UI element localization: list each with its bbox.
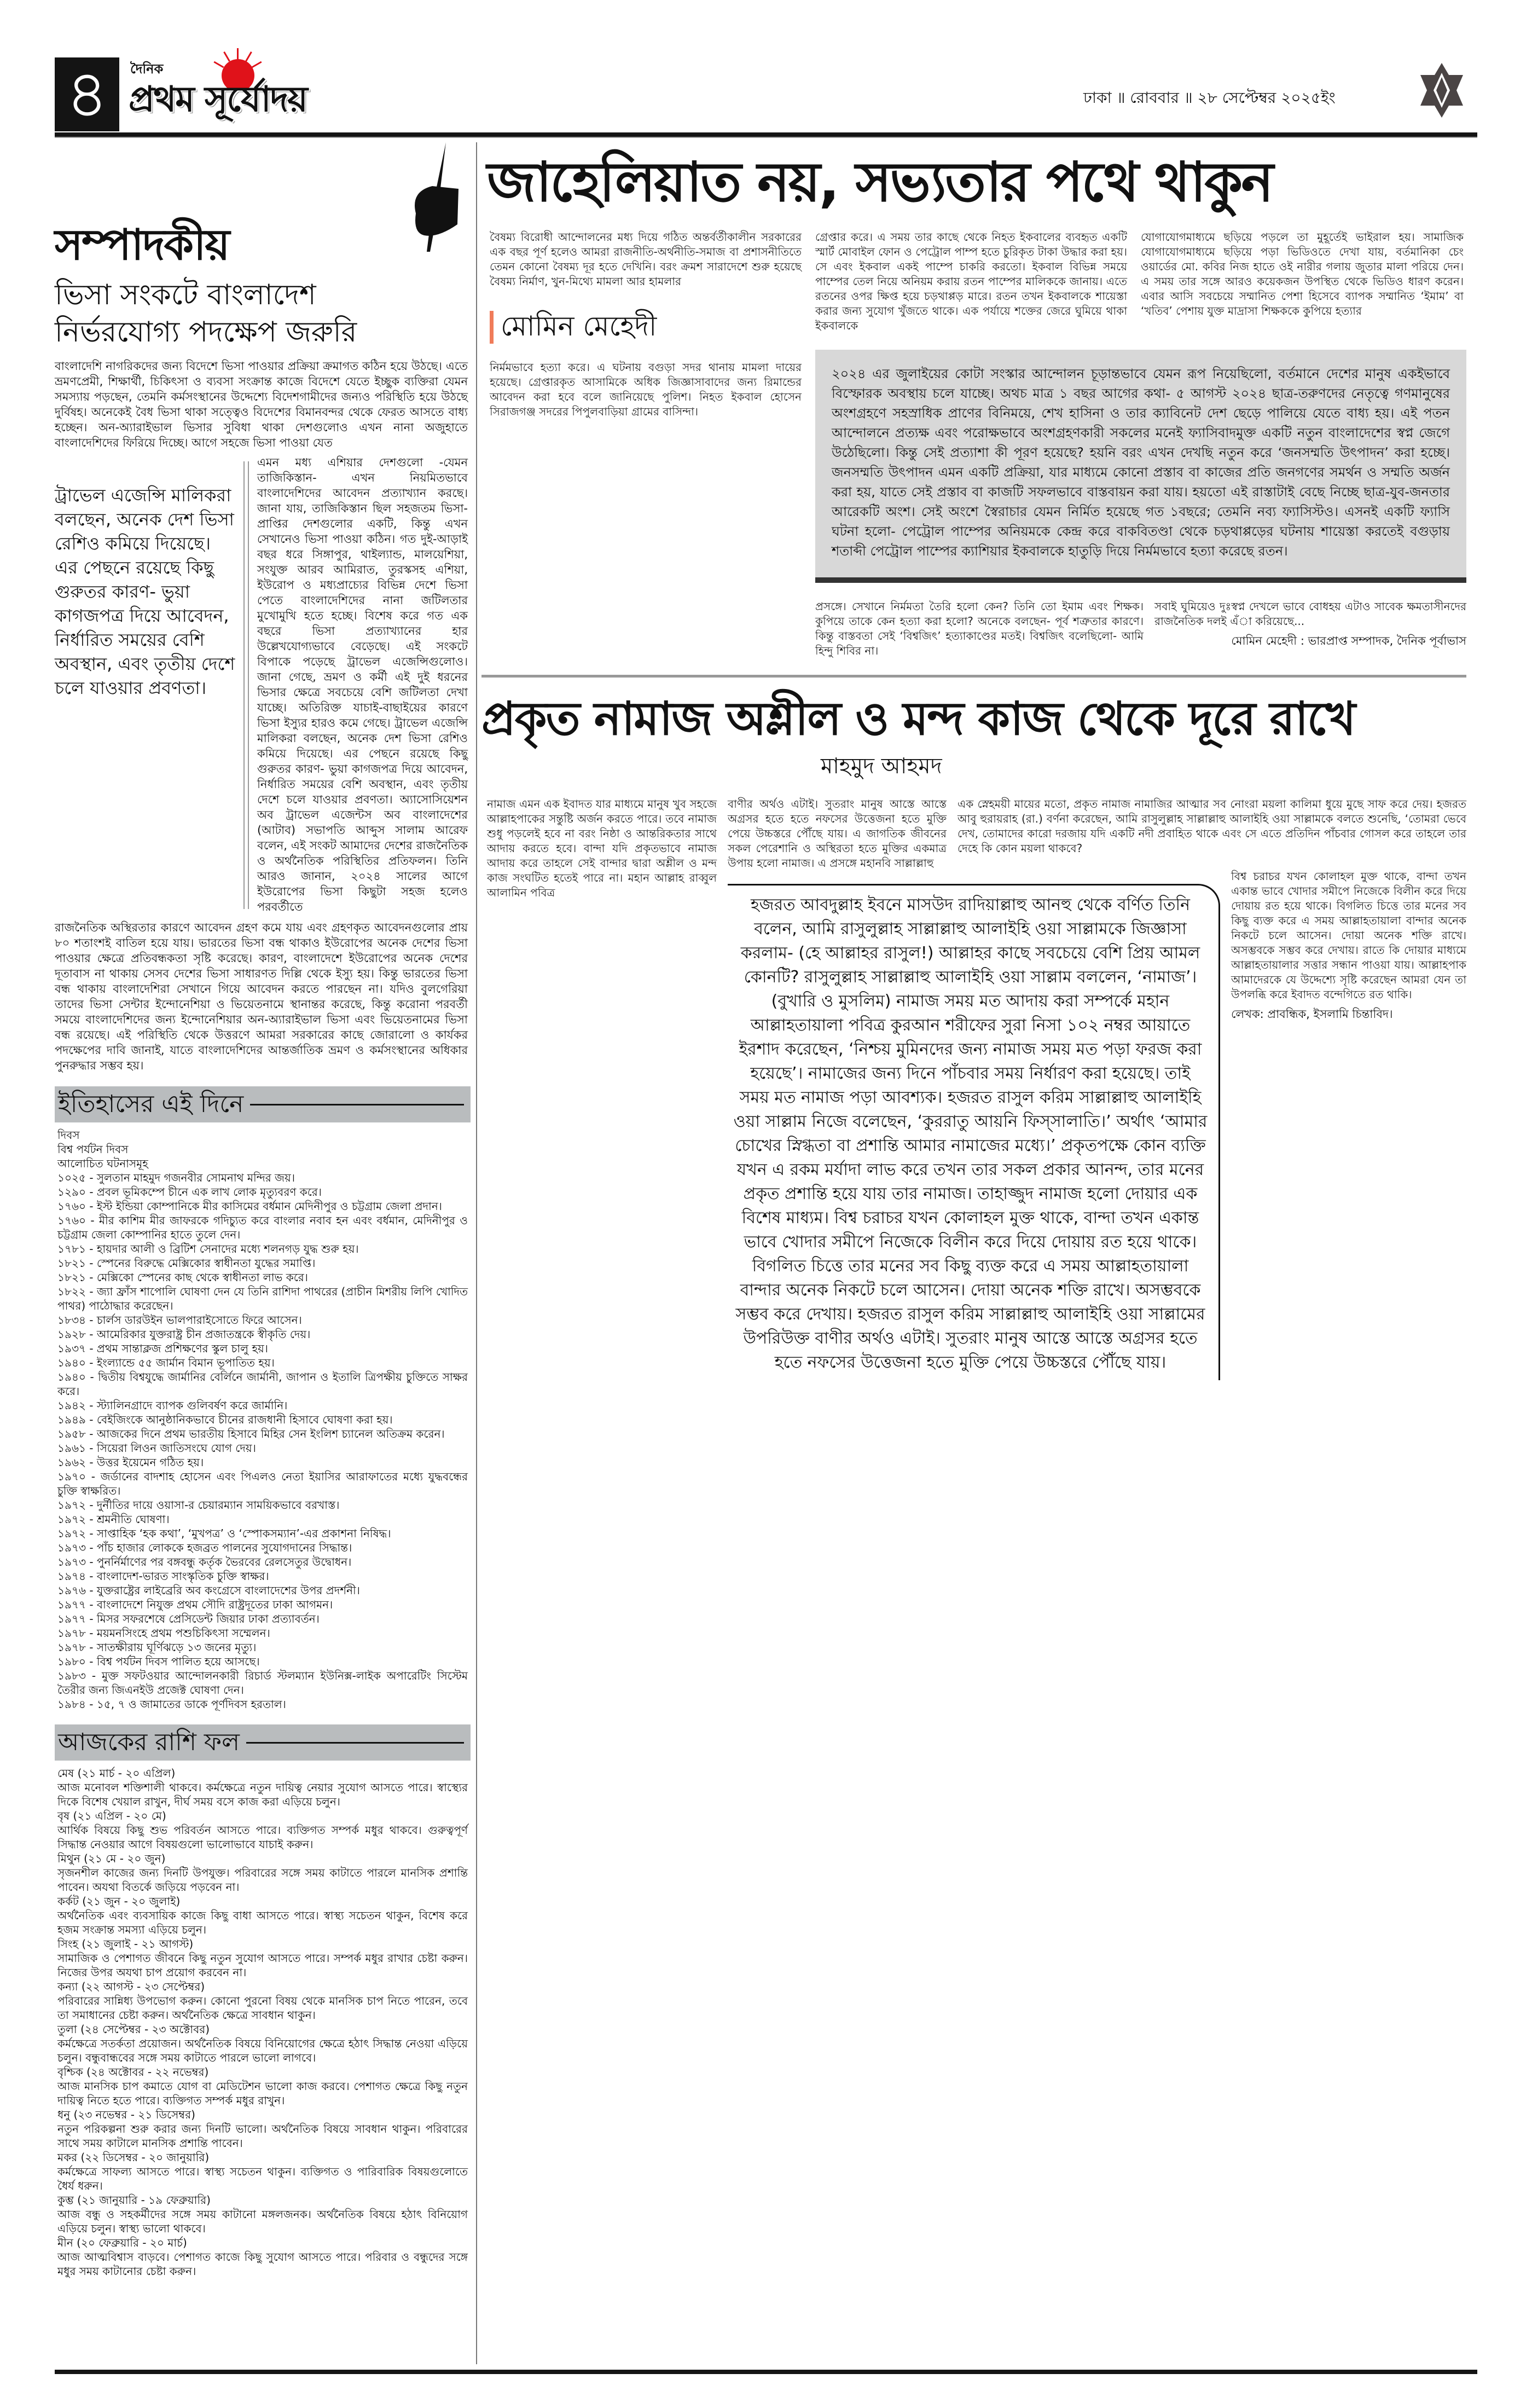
- horoscope-sign-name: ধনু (২৩ নভেম্বর - ২১ ডিসেম্বর): [57, 2108, 195, 2121]
- horoscope-sign-text: সৃজনশীল কাজের জন্য দিনটি উপযুক্ত। পরিবারের সঙ্গে সময় কাটাতে পারলে মানসিক প্রশান্তি পাবেন। অযথা বিতর্কে জড়িয়ে পড়বেন না।: [57, 1866, 468, 1894]
- article1-col2: গ্রেপ্তার করে। এ সময় তার কাছে থেকে নিহত ইকবালের ব্যবহৃত একটি স্মার্ট মোবাইল ফোন ও পেট্রোল পাম্প হতে চুরিকৃত টাকা উদ্ধার করা হয়। সে এবং ইকবাল একই পাম্পে চাকরি করতো। ইকবাল বিভিন্ন সময়ে পাম্পের তেল নিয়ে অনিয়ম করায় রতন পাম্পের মালিককে জানায়। এতে রতনের ওপর ক্ষিপ্ত হয়ে চড়থাপ্পড় মারে। রতন তখন ইকবালকে শায়েস্তা করার জন্য সুযোগ খুঁজতে থাকে। এক পর্যায়ে শক্তের জেরে ঘুমিয়ে থাকা ইকবালকে: [815, 230, 1127, 332]
- history-list: [57, 1128, 468, 1711]
- article2-headline: প্রকৃত নামাজ অশ্লীল ও মন্দ কাজ থেকে দূরে রাখে: [481, 692, 1355, 745]
- horoscope-sign-name: মীন (২০ ফেব্রুয়ারি - ২০ মার্চ): [57, 2236, 187, 2249]
- history-event: ১৯৭৭ - মিসর সফরশেষে প্রেসিডেন্ট জিয়ার ঢাকা প্রত্যাবর্তন।: [57, 1612, 320, 1625]
- history-event: ১৯৭৩ - পাঁচ হাজার লোককে হজব্রত পালনের সুযোগদানের সিদ্ধান্ত।: [57, 1541, 352, 1554]
- history-event: ১৯৮৩ - মুক্ত সফটওয়ার আন্দোলনকারী রিচার্ড স্টলম্যান ইউনিক্স-লাইক অপারেটিং সিস্টেম তৈরীর জন্য জিএনইউ প্রজেক্ট ঘোষণা দেন।: [57, 1669, 468, 1697]
- horoscope-sign-name: মেষ (২১ মার্চ - ২০ এপ্রিল): [57, 1767, 176, 1780]
- history-event: ১৯৭৩ - পুনর্নির্মাণের পর বঙ্গবন্ধু কর্তৃক ভৈরবের রেলসেতুর উদ্বোধন।: [57, 1555, 352, 1568]
- horoscope-sign-name: মকর (২২ ডিসেম্বর - ২০ জানুয়ারি): [57, 2151, 210, 2164]
- history-event: ১৯৭৮ - ময়মনসিংহে প্রথম পশুচিকিৎসা সম্মেলন।: [57, 1626, 270, 1640]
- page-number: ৪: [55, 57, 119, 131]
- history-event: ১৭৬০ - ইস্ট ইন্ডিয়া কোম্পানিকে মীর কাসিমের বর্ধমান মেদিনীপুর ও চট্টগ্রাম জেলা প্রদান।: [57, 1200, 442, 1213]
- horoscope-sign-name: কর্কট (২১ জুন - ২০ জুলাই): [57, 1895, 181, 1908]
- article1-col1: বৈষম্য বিরোধী আন্দোলনের মধ্য দিয়ে গঠিত অন্তর্বর্তীকালীন সরকারের এক বছর পূর্ণ হলেও আমরা রাজনীতি-অর্থনীতি-সমাজ বা প্রশাসনীতিতে তেমন কোনো বৈষম্য দূর হতে দেখিনি। বরং ক্রমশ সারাদেশে শুরু হয়েছে বৈষম্য নির্মাণ, খুন-মিথ্যে মামলা আর হামলার: [490, 230, 802, 288]
- footer-rule: [55, 2370, 1477, 2374]
- horoscope-sign-name: তুলা (২৪ সেপ্টেম্বর - ২৩ অক্টোবর): [57, 2023, 210, 2036]
- history-event: ১৯৭৭ - বাংলাদেশে নিযুক্ত প্রথম সৌদি রাষ্ট্রদূতের ঢাকা আগমন।: [57, 1598, 333, 1611]
- column-divider: [476, 142, 477, 2364]
- history-event: ১৯৭২ - শ্রমনীতি ঘোষণা।: [57, 1513, 170, 1526]
- horoscope-sign-text: অর্থনৈতিক এবং ব্যবসায়িক কাজে কিছু বাধা আসতে পারে। স্বাস্থ্য সচেতন থাকুন, বিশেষ করে হজম সংক্রান্ত সমস্যা এড়িয়ে চলুন।: [57, 1909, 468, 1936]
- horoscope-sign-name: কন্যা (২২ আগস্ট - ২৩ সেপ্টেম্বর): [57, 1980, 205, 1993]
- history-event: ১৯২৮ - আমেরিকার যুক্তরাষ্ট্র চীন প্রজাতন্ত্রকে স্বীকৃতি দেয়।: [57, 1328, 311, 1341]
- horoscope-sign-text: আর্থিক বিষয়ে কিছু শুভ পরিবর্তন আসতে পারে। ব্যক্তিগত সম্পর্ক মধুর থাকবে। গুরুত্বপূর্ণ সিদ্ধান্ত নেওয়ার আগে বিষয়গুলো ভালোভাবে যাচাই করুন।: [57, 1824, 468, 1851]
- article2-ending: বিশ্ব চরাচর যখন কোলাহল মুক্ত থাকে, বান্দা তখন একান্ত ভাবে খোদার সমীপে নিজেকে বিলীন করে দিয়ে দোয়ায় রত হয়ে থাকে। বিগলিত চিত্তে তার মনের সব কিছু ব্যক্ত করে এ সময় আল্লাহতায়ালা বান্দার অনেক নিকটে চলে আসেন। দোয়া অনেক শক্তি রাখে। অসম্ভবকে সম্ভব করে দেখায়। রাতে কি দোয়ার মাধ্যমে আল্লাহতায়ালার সত্তার সন্ধান পাওয়া যায়। আল্লাহপাক আমাদেরকে যে উদ্দেশ্যে সৃষ্টি করেছেন আমরা যেন তা উপলব্ধি করে ইবাদত বন্দেগিতে রত থাকি।: [1231, 870, 1466, 1001]
- horoscope-title: আজকের রাশি ফল: [58, 1728, 240, 1756]
- header-rule: [55, 132, 1477, 138]
- horoscope-list: [57, 1766, 468, 2278]
- horoscope-sign-text: আজ বন্ধু ও সহকর্মীদের সঙ্গে সময় কাটানো মঙ্গলজনক। অর্থনৈতিক বিষয়ে হঠাৎ বিনিয়োগ এড়িয়ে চলুন। স্বাস্থ্য ভালো থাকবে।: [57, 2208, 468, 2235]
- history-event: ১৮২২ - জ্যা ফ্রাঁস শাপোলি ঘোষণা দেন যে তিনি রাশিদা পাথরের (প্রাচীন মিশরীয় লিপি খোদিত পাথর) পাঠোদ্ধার করেছেন।: [57, 1285, 468, 1312]
- dateline: ঢাকা ॥ রোববার ॥ ২৮ সেপ্টেম্বর ২০২৫ইং: [1083, 89, 1336, 107]
- history-event: ১৭৮১ - হায়দার আলী ও ব্রিটিশ সেনাদের মধ্যে শলনগড় যুদ্ধ শুরু হয়।: [57, 1242, 359, 1255]
- editorial-headline-line2: নির্ভরযোগ্য পদক্ষেপ জরুরি: [55, 316, 357, 349]
- history-event: ১৮২১ - মেক্সিকো স্পেনের কাছ থেকে স্বাধীনতা লাভ করে।: [57, 1271, 308, 1284]
- article1-ending: সবাই ঘুমিয়েও দুঃস্বপ্ন দেখলে ভাবে বোধহয় এটাও সাবেক ক্ষমতাসীনদের রাজনৈতিক দলই এঁা করিয়েছে...: [1154, 600, 1466, 628]
- history-event: ১৯৫৮ - আজকের দিনে প্রথম ভারতীয় হিসাবে মিহির সেন ইংলিশ চ্যানেল অতিক্রম করেন।: [57, 1427, 445, 1440]
- history-section-header: [55, 1086, 471, 1122]
- history-event: ১৯৭২ - সাপ্তাহিক ‘হক কথা’, ‘মুখপত্র’ ও ‘স্পোকসম্যান’-এর প্রকাশনা নিষিদ্ধ।: [57, 1527, 391, 1540]
- article2-quote: হজরত আবদুল্লাহ ইবনে মাসউদ রাদিয়াল্লাহু আনহু থেকে বর্ণিত তিনি বলেন, আমি রাসুলুল্লাহ সাল্লাল্লাহু আলাইহি ওয়া সাল্লামকে জিজ্ঞাসা করলাম- (হে আল্লাহর রাসুল!) আল্লাহর কাছে সবচেয়ে বেশি প্রিয় আমল কোনটি? রাসুলুল্লাহ সাল্লাল্লাহু আলাইহি ওয়া সাল্লাম বললেন, ‘নামাজ’। (বুখারি ও মুসলিম) নামাজ সময় মত আদায় করা সম্পর্কে মহান আল্লাহতায়ালা পবিত্র কুরআন শরীফের সুরা নিসা ১০২ নম্বর আয়াতে ইরশাদ করেছেন, ‘নিশ্চয় মুমিনদের জন্য নামাজ সময় মত পড়া ফরজ করা হয়েছে’। নামাজের জন্য দিনে পাঁচবার সময় নির্ধারণ করা হয়েছে। তাই সময় মত নামাজ পড়া আবশ্যক। হজরত রাসুল করিম সাল্লাল্লাহু আলাইহি ওয়া সাল্লাম নিজে বলেছেন, ‘কুররাতু আয়নি ফিস্‌সালাতি।’ অর্থাৎ ‘আমার চোখের স্নিগ্ধতা বা প্রশান্তি আমার নামাজের মধ্যে।’ প্রকৃতপক্ষে কোন ব্যক্তি যখন এ রকম মর্যাদা লাভ করে তখন তার সকল প্রকার আনন্দ, তার মনের প্রকৃত প্রশান্তি হয়ে যায় তার নামাজ। তাহাজ্জুদ নামাজ হলো দোয়ার এক বিশেষ মাধ্যম। বিশ্ব চরাচর যখন কোলাহল মুক্ত থাকে, বান্দা তখন একান্ত ভাবে খোদার সমীপে নিজেকে বিলীন করে দিয়ে দোয়ায় রত হয়ে থাকে। বিগলিত চিত্তে তার মনের সব কিছু ব্যক্ত করে এ সময় আল্লাহতায়ালা বান্দার অনেক নিকটে চলে আসেন। দোয়া অনেক শক্তি রাখে। অসম্ভবকে সম্ভব করে দেখায়। হজরত রাসুল করিম সাল্লাল্লাহু আলাইহি ওয়া সাল্লামের উপরিউক্ত বাণীর অর্থও এটাই। সুতরাং মানুষ আস্তে আস্তে অগ্রসর হতে হতে নফসের উত্তেজনা হতে মুক্তি পেয়ে উচ্চস্তরে পৌঁছে যায়।: [733, 895, 1208, 1372]
- masthead-title: প্রথম সূর্যোদয়: [129, 79, 307, 120]
- horoscope-section-header: [55, 1724, 471, 1761]
- history-event: ১৭৬০ - মীর কাশিম মীর জাফরকে গদিচ্যুত করে বাংলার নবাব হন এবং বর্ধমান, মেদিনীপুর ও চট্টগ্রাম জেলা কোম্পানির হাতে তুলে দেন।: [57, 1214, 468, 1241]
- article1-highlight-box: [815, 350, 1466, 583]
- history-event: ১৮২১ - স্পেনের বিরুদ্ধে মেক্সিকোর স্বাধীনতা যুদ্ধের সমাপ্তি।: [57, 1257, 316, 1270]
- history-events-label: আলোচিত ঘটনাসমূহ: [57, 1157, 148, 1170]
- ornament-star-icon: [1417, 63, 1466, 118]
- history-title: ইতিহাসের এই দিনে: [58, 1090, 244, 1118]
- editorial-label: সম্পাদকীয়: [55, 221, 229, 270]
- horoscope-sign-text: সামাজিক ও পেশাগত জীবনে কিছু নতুন সুযোগ আসতে পারে। সম্পর্ক মধুর রাখার চেষ্টা করুন। নিজের উপর অযথা চাপ প্রয়োগ করবেন না।: [57, 1952, 468, 1979]
- history-event: ১৯৪২ - স্ট্যালিনগ্রাদে ব্যাপক গুলিবর্ষণ করে জার্মানি।: [57, 1399, 288, 1412]
- history-event: ১৯৩৭ - প্রথম সান্তাক্লজ প্রশিক্ষণের স্কুল চালু হয়।: [57, 1342, 268, 1355]
- byline-accent-bar: [490, 311, 494, 344]
- horoscope-sign-text: নতুন পরিকল্পনা শুরু করার জন্য দিনটি ভালো। অর্থনৈতিক বিষয়ে সাবধান থাকুন। পরিবারের সাথে সময় কাটালে মানসিক প্রশান্তি পাবেন।: [57, 2122, 468, 2150]
- article-divider: [481, 675, 1466, 678]
- history-event: ১৯৪৯ - বেইজিংকে আনুষ্ঠানিকভাবে চীনের রাজধানী হিসাবে ঘোষণা করা হয়।: [57, 1413, 393, 1426]
- article2-col2: বাণীর অর্থও এটাই। সুতরাং মানুষ আস্তে আস্তে অগ্রসর হতে হতে নফসের উত্তেজনা হতে মুক্তি পেয়ে উচ্চস্তরে পৌঁছে যায়। এ জাগতিক জীবনের সকল পেরেশানি ও অস্থিরতা হতে মুক্তির একমাত্র উপায় হলো নামাজ। এ প্রসঙ্গে মহানবি সাল্লাল্লাহু: [728, 797, 947, 870]
- article1-headline: জাহেলিয়াত নয়, সভ্যতার পথে থাকুন: [487, 150, 1272, 214]
- article1-col3: যোগাযোগমাধ্যমে ছড়িয়ে পড়লে তা মুহূর্তেই ভাইরাল হয়। সামাজিক যোগাযোগমাধ্যমে ছড়িয়ে পড়া ভিডিওতে দেখা যায়, বর্তমানিকা চেং ওয়ার্ডের মো. কবির নিজ হাতে ওই নারীর গলায় জুতার মালা পরিয়ে দেন। এ সময় তার সঙ্গে আরও কয়েকজন উপস্থিত থেকে ভিডিও ধারণ করেন। এবার আসি সবচেয়ে সম্মানিত পেশা হিসেবে ব্যাপক সম্মানিত ‘ইমাম’ বা ‘খতিব’ পেশায় যুক্ত মাদ্রাসা শিক্ষককে কুপিয়ে হত্যার: [1141, 230, 1464, 317]
- article1-highlight-text: ২০২৪ এর জুলাইয়ের কোটা সংস্কার আন্দোলন চূড়ান্তভাবে যেমন রূপ নিয়েছিলো, বর্তমানে দেশের মানুষ একইভাবে বিস্ফোরক অবস্থায় চলে যাচ্ছে। অথচ মাত্র ১ বছর আগের কথা- ৫ আগস্ট ২০২৪ ছাত্র-তরুণদের নেতৃত্বে গণমানুষের অংশগ্রহণে সহস্রাধিক প্রাণের বিনিময়ে, শেখ হাসিনা ও তার ক্যাবিনেট দেশ ছেড়ে পালিয়ে যেতে বাধ্য হয়। এই পতন আন্দোলনে প্রত্যক্ষ এবং পরোক্ষভাবে অংশগ্রহণকারী সকলের মনেই ফ্যাসিবাদমুক্ত একটি নতুন বাংলাদেশের স্বপ্ন জেগে উঠেছিলো। কিন্তু সেই প্রত্যাশা কী পূরণ হয়েছে? হয়নি বরং এখন দেখছি নতুন করে ‘জনসম্মতি উৎপাদন’ করা হচ্ছে। জনসম্মতি উৎপাদন এমন একটি প্রক্রিয়া, যার মাধ্যমে কোনো প্রস্তাব বা কাজের প্রতি জনগণের সমর্থন ও সম্মতি অর্জন করা হয়, যাতে সেই প্রস্তাব বা কাজটি সফলভাবে বাস্তবায়ন করা যায়। হয়তো এই রাস্তাটাই বেছে নিচ্ছে ছাত্র-যুব-জনতার আরেকটি অংশ। সেই অংশে স্বৈরাচার যেমন নির্মিত হয়েছে গত ১বছরে; তেমনি নব্য ফ্যাসিস্টও। এসনই একটি ফ্যাসি ঘটনা হলো- পেট্রোল পাম্পের অনিয়মকে কেন্দ্র করে বাকবিতণ্ডা থেকে চড়থাপ্পড়ের ঘটনায় শায়েস্তা করতেই বগুড়ায় শতাব্দী পেট্রোল পাম্পের ক্যাশিয়ার ইকবালকে হাতুড়ি দিয়ে নির্মমভাবে হত্যা করেছে রতন।: [832, 366, 1450, 559]
- article1-col5: প্রসঙ্গে। সেখানে নির্মমতা তৈরি হলো কেন? তিনি তো ইমাম এবং শিক্ষক। কুপিয়ে তাকে কেন হত্যা করা হলো? অনেকে বলছেন- পূর্ব শত্রুতার কারণে। কিন্তু বাস্তবতা সেই ‘বিশ্বজিৎ’ হত্যাকাণ্ডের মতই। বিশ্বজিৎ বলেছিলো- আমি হিন্দু শিবির না।: [815, 600, 1144, 657]
- horoscope-sign-name: সিংহ (২১ জুলাই - ২১ আগস্ট): [57, 1937, 194, 1950]
- editorial-headline: [55, 276, 468, 351]
- history-event: ১৯৭২ - দুর্নীতির দায়ে ওয়াসা-র চেয়ারম্যান সাময়িকভাবে বরখাস্ত।: [57, 1498, 340, 1512]
- editorial-pull-quote: ট্রাভেল এজেন্সি মালিকরা বলছেন, অনেক দেশ ভিসা রেশিও কমিয়ে দিয়েছে। এর পেছনে রয়েছে কিছু গুরুতর কারণ- ভুয়া কাগজপত্র দিয়ে আবেদন, নির্ধারিত সময়ের বেশি অবস্থান, এবং তৃতীয় দেশে চলে যাওয়ার প্রবণতা।: [55, 485, 235, 698]
- history-event: ১৯৪০ - ইংল্যান্ডে ৫৫ জার্মান বিমান ভূপাতিত হয়।: [57, 1356, 275, 1369]
- history-event: ১৮৩৪ - চার্লস ডারউইন ভালপারাইসোতে ফিরে আসেন।: [57, 1313, 302, 1327]
- horoscope-sign-name: বৃষ (২১ এপ্রিল - ২০ মে): [57, 1809, 166, 1822]
- horoscope-sign-name: মিথুন (২১ মে - ২০ জুন): [57, 1852, 166, 1865]
- article2-author: মাহমুদ আহমদ: [821, 754, 942, 779]
- horoscope-sign-text: আজ মনোবল শক্তিশালী থাকবে। কর্মক্ষেত্রে নতুন দায়িত্ব নেয়ার সুযোগ আসতে পারে। স্বাস্থ্যের দিকে বিশেষ খেয়াল রাখুন, দীর্ঘ সময় বসে কাজ করা এড়িয়ে চলুন।: [57, 1781, 468, 1808]
- horoscope-sign-text: কর্মক্ষেত্রে সাফল্য আসতে পারে। স্বাস্থ্য সচেতন থাকুন। ব্যক্তিগত ও পারিবারিক বিষয়গুলোতে ধৈর্য ধরুন।: [57, 2165, 468, 2192]
- history-event: ১৯৭৬ - যুক্তরাষ্ট্রের লাইব্রেরি অব কংগ্রেসে বাংলাদেশের উপর প্রদর্শনী।: [57, 1584, 360, 1597]
- pen-hand-icon: [394, 142, 460, 263]
- history-event: ১০২৫ - সুলতান মাহমুদ গজনবীর সোমনাথ মন্দির জয়।: [57, 1171, 295, 1184]
- quote-frame: [728, 884, 1220, 1380]
- article1-credit: মোমিন মেহেদী : ভারপ্রাপ্ত সম্পাদক, দৈনিক পূর্বাভাস: [1231, 634, 1466, 647]
- horoscope-sign-text: আজ আত্মবিশ্বাস বাড়বে। পেশাগত কাজে কিছু সুযোগ আসতে পারে। পরিবার ও বন্ধুদের সঙ্গে মধুর সময় কাটানোর চেষ্টা করুন।: [57, 2250, 468, 2278]
- history-event: ১৯৮০ - বিশ্ব পর্যটন দিবস পালিত হয়ে আসছে।: [57, 1655, 260, 1668]
- history-event: ১২৯০ - প্রবল ভূমিকম্পে চীনে এক লাখ লোক মৃত্যুবরণ করে।: [57, 1185, 322, 1199]
- article1-author: মোমিন মেহেদী: [501, 310, 657, 342]
- history-day-label: দিবস: [57, 1128, 80, 1142]
- pull-quote-rule: [243, 461, 249, 909]
- editorial-intro: বাংলাদেশি নাগরিকদের জন্য বিদেশে ভিসা পাওয়ার প্রক্রিয়া ক্রমাগত কঠিন হয়ে উঠছে। এতে ভ্রমণপ্রেমী, শিক্ষার্থী, চিকিৎসা ও ব্যবসা সংক্রান্ত কাজে বিদেশে যেতে ইচ্ছুক ব্যক্তিরা যেমন সমস্যায় পড়ছেন, তেমনি কর্মসংস্থানের উদ্দেশ্যে বিদেশগামীদের জন্যও পরিস্থিতি হয়ে উঠছে দুর্বিষহ। অনেকেই বৈধ ভিসা থাকা সত্ত্বেও বিদেশের বিমানবন্দর থেকে ফেরত আসতে বাধ্য হচ্ছেন। অন-অ্যারাইভাল ভিসার সুবিধা থাকা দেশগুলোও এখন নানা অজুহাতে বাংলাদেশিদের ফিরিয়ে দিচ্ছে। আগে সহজে ভিসা পাওয়া যেত: [55, 360, 468, 449]
- history-event: ১৯৬১ - সিয়েরা লিওন জাতিসংঘে যোগ দেয়।: [57, 1442, 256, 1455]
- horoscope-sign-text: কর্মক্ষেত্রে সতর্কতা প্রয়োজন। অর্থনৈতিক বিষয়ে বিনিয়োগের ক্ষেত্রে হঠাৎ সিদ্ধান্ত নেওয়া এড়িয়ে চলুন। বন্ধুবান্ধবের সঙ্গে সময় কাটাতে পারলে ভালো লাগবে।: [57, 2037, 468, 2064]
- history-event: ১৯৭৮ - সাতক্ষীরায় ঘূর্ণিঝড়ে ১৩ জনের মৃত্যু।: [57, 1641, 257, 1654]
- editorial-body-right: এমন মধ্য এশিয়ার দেশগুলো -যেমন তাজিকিস্তান- এখন নিয়মিতভাবে বাংলাদেশিদের আবেদন প্রত্যাখ্যান করছে। জানা যায়, তাজিকিস্তান ছিল সহজতম ভিসা-প্রাপ্তির দেশগুলোর একটি, কিন্তু এখন সেখানেও ভিসা পাওয়া কঠিন। গত দুই-আড়াই বছর ধরে সিঙ্গাপুর, থাইল্যান্ড, মালয়েশিয়া, সংযুক্ত আরব আমিরাত, তুরস্কসহ এশিয়া, ইউরোপ ও মধ্যপ্রাচ্যের বিভিন্ন দেশে ভিসা পেতে বাংলাদেশিদের নানা জটিলতার মুখোমুখি হতে হচ্ছে। বিশেষ করে গত এক বছরে ভিসা প্রত্যাখ্যানের হার উল্লেখযোগ্যভাবে বেড়েছে। এই সংকটে বিপাকে পড়েছে ট্রাভেল এজেন্সিগুলোও। জানা গেছে, ভ্রমণ ও কর্মী এই দুই ধরনের ভিসার ক্ষেত্রে সবচেয়ে বেশি জটিলতা দেখা যাচ্ছে। অতিরিক্ত যাচাই-বাছাইয়ের কারণে ভিসা ইস্যুর হারও কমে গেছে। ট্রাভেল এজেন্সি মালিকরা বলছেন, অনেক দেশ ভিসা রেশিও কমিয়ে দিয়েছে। এর পেছনে রয়েছে কিছু গুরুতর কারণ- ভুয়া কাগজপত্র দিয়ে আবেদন, নির্ধারিত সময়ের বেশি অবস্থান, এবং তৃতীয় দেশে চলে যাওয়ার প্রবণতা। অ্যাসোসিয়েশন অব ট্রাভেল এজেন্টস অব বাংলাদেশের (আটাব) সভাপতি আব্দুস সালাম আরেফ বলেন, এই সংকট আমাদের দেশের রাজনৈতিক ও অর্থনৈতিক পরিস্থিতির প্রতিফলন। তিনি আরও জানান, ২০২৪ সালের আগে ইউরোপের ভিসা কিছুটা সহজ হলেও পরবর্তীতে: [257, 456, 468, 913]
- history-day-value: বিশ্ব পর্যটন দিবস: [57, 1143, 129, 1156]
- masthead-prefix: দৈনিক: [130, 61, 164, 77]
- editorial-body-rest: রাজনৈতিক অস্থিরতার কারণে আবেদন গ্রহণ কমে যায় এবং গ্রহণকৃত আবেদনগুলোর প্রায় ৮০ শতাংশই বাতিল হয়ে যায়। ভারতের ভিসা বন্ধ থাকাও ইউরোপের অনেক দেশের ভিসা পাওয়ার ক্ষেত্রে প্রতিবন্ধকতা সৃষ্টি করেছে। কারণ, বাংলাদেশে ইউরোপের অনেক দেশের দূতাবাস না থাকায় সেসব দেশের ভিসা সাধারণত দিল্লি থেকে ইস্যু হয়। কিন্তু ভারতের ভিসা বন্ধ থাকায় বাংলাদেশিরা সেখানে গিয়ে আবেদন করতে পারছেন না। যদিও বুলগেরিয়া তাদের ভিসা সেন্টার ইন্দোনেশিয়া ও ভিয়েতনামে স্থানান্তর করেছে, কিন্তু করোনা পরবর্তী সময়ে বাংলাদেশিদের জন্য ইন্দোনেশিয়ার অন-অ্যারাইভাল ভিসা এবং ভিয়েতনামের ভিসা বন্ধ রয়েছে। এই পরিস্থিতি থেকে উত্তরণে আমরা সরকারের কাছে জোরালো ও কার্যকর পদক্ষেপের দাবি জানাই, যাতে বাংলাদেশিদের আন্তর্জাতিক ভ্রমণ ও কর্মসংস্থানের অধিকার পুনরুদ্ধার সম্ভব হয়।: [55, 921, 468, 1072]
- horoscope-sign-text: আজ মানসিক চাপ কমাতে যোগ বা মেডিটেশন ভালো কাজ করবে। পেশাগত ক্ষেত্রে কিছু নতুন দায়িত্ব নিতে হতে পারে। ব্যক্তিগত সম্পর্ক মধুর রাখুন।: [57, 2080, 468, 2107]
- article2-col3: এক স্নেহময়ী মায়ের মতো, প্রকৃত নামাজ নামাজির আত্মার সব নোংরা ময়লা কালিমা ধুয়ে মুছে সাফ করে দেয়। হজরত আবু হুরায়রাহ (রা.) বর্ণনা করেছেন, আমি রাসুলুল্লাহ সাল্লাল্লাহু আলাইহি ওয়া সাল্লামকে বলতে শুনেছি, ‘তোমরা ভেবে দেখ, তোমাদের কারো দরজায় যদি একটি নদী প্রবাহিত থাকে এবং সে এতে প্রতিদিন পাঁচবার গোসল করে তাহলে তার দেহে কি কোন ময়লা থাকবে?: [958, 797, 1466, 855]
- history-event: ১৯৭০ - জর্ডানের বাদশাহ হোসেন এবং পিএলও নেতা ইয়াসির আরাফাতের মধ্যে যুদ্ধবন্ধের চুক্তি স্বাক্ষরিত।: [57, 1470, 468, 1497]
- article1-body: নির্মমভাবে হত্যা করে। এ ঘটনায় বগুড়া সদর থানায় মামলা দায়ের হয়েছে। গ্রেপ্তারকৃত আসামিকে অধিক জিজ্ঞাসাবাদের জন্য রিমান্ডের আবেদন করা হবে বলে জানিয়েছে পুলিশ। নিহত ইকবাল হোসেন সিরাজগঞ্জ সদরের পিপুলবাড়িয়া গ্রামের বাসিন্দা।: [490, 361, 802, 418]
- horoscope-sign-name: বৃশ্চিক (২৪ অক্টোবর - ২২ নভেম্বর): [57, 2065, 209, 2079]
- history-event: ১৯৪০ - দ্বিতীয় বিশ্বযুদ্ধে জার্মানির বের্লিনে জার্মানী, জাপান ও ইতালি ত্রিপক্ষীয় চুক্তিতে সাক্ষর করে।: [57, 1370, 468, 1398]
- editorial-headline-line1: ভিসা সংকটে বাংলাদেশ: [55, 279, 316, 311]
- article2-credit: লেখক: প্রাবন্ধিক, ইসলামি চিন্তাবিদ।: [1231, 1008, 1393, 1021]
- horoscope-sign-text: পরিবারের সান্নিধ্য উপভোগ করুন। কোনো পুরনো বিষয় থেকে মানসিক চাপ নিতে পারেন, তবে তা সমাধানের চেষ্টা করুন। অর্থনৈতিক ক্ষেত্রে সাবধান থাকুন।: [57, 1994, 468, 2022]
- history-event: ১৯৭৪ - বাংলাদেশ-ভারত সাংস্কৃতিক চুক্তি স্বাক্ষর।: [57, 1570, 269, 1583]
- horoscope-sign-name: কুম্ভ (২১ জানুয়ারি - ১৯ ফেব্রুয়ারি): [57, 2193, 211, 2207]
- article2-col1: নামাজ এমন এক ইবাদত যার মাধ্যমে মানুষ খুব সহজে আল্লাহপাকের সন্তুষ্টি অর্জন করতে পারে। তবে নামাজ শুধু পড়লেই হবে না বরং নিষ্ঠা ও আন্তরিকতার সাথে আদায় করতে হবে। বান্দা যদি প্রকৃতভাবে নামাজ আদায় করে তাহলে সেই বান্দার দ্বারা অশ্লীল ও মন্দ কাজ সংঘটিত হতেই পারে না। মহান আল্লাহ রাব্বুল আলামিন পবিত্র: [487, 797, 717, 899]
- history-event: ১৯৮৪ - ১৫, ৭ ও জামাতের ডাকে পূর্ণদিবস হরতাল।: [57, 1698, 286, 1711]
- history-event: ১৯৬২ - উত্তর ইয়েমেন গঠিত হয়।: [57, 1456, 204, 1469]
